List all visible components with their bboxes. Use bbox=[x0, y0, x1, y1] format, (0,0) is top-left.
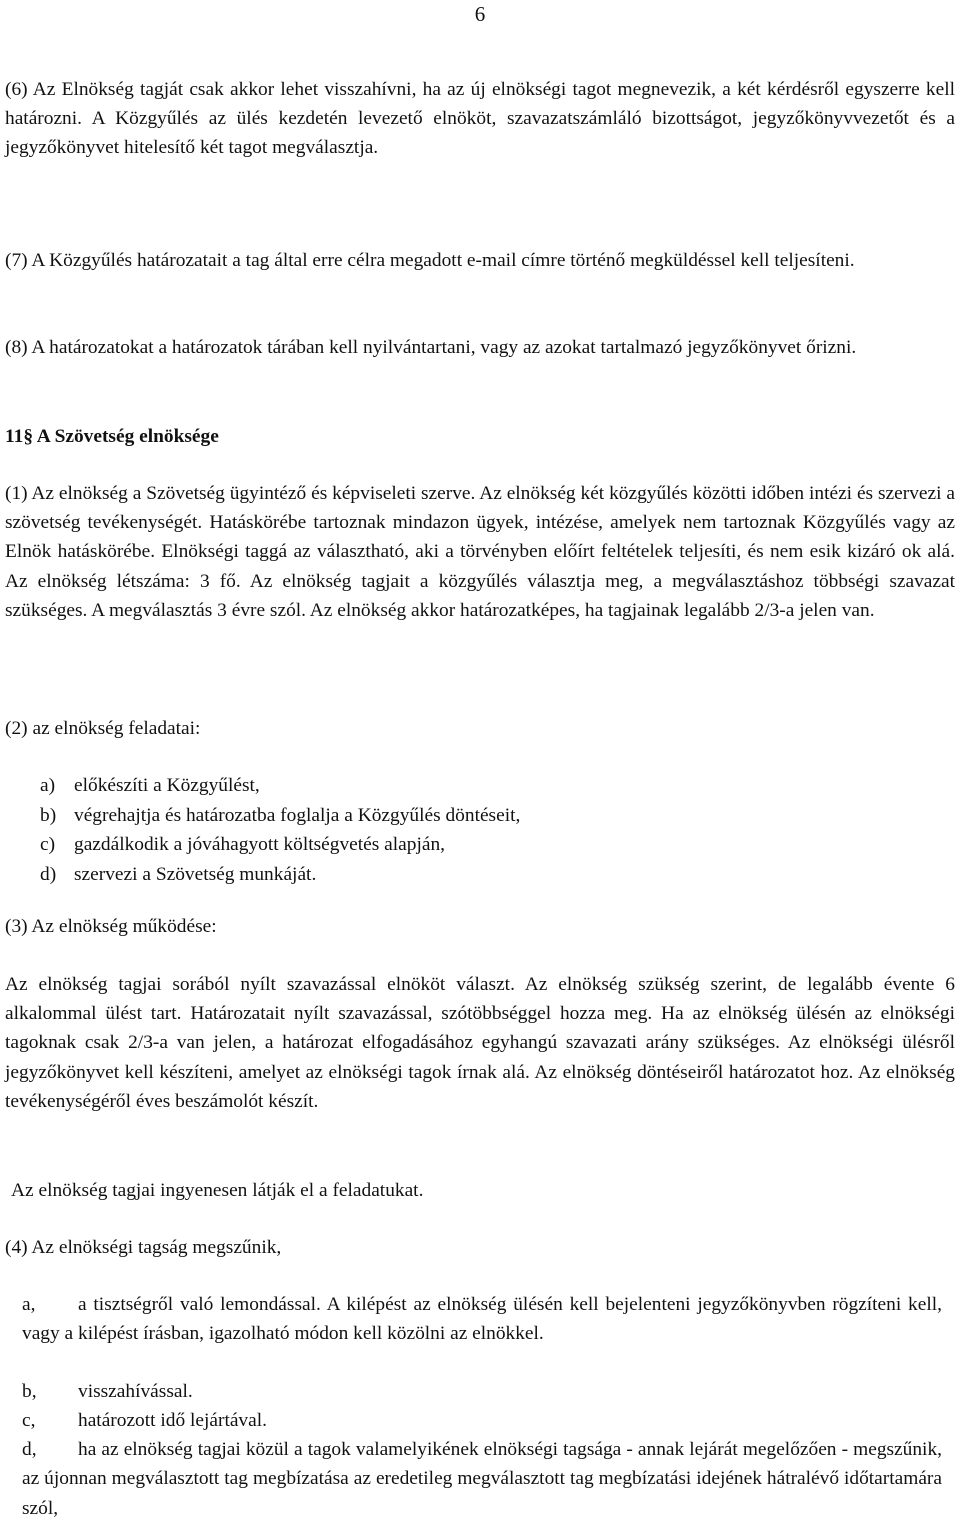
duties-list bbox=[40, 771, 520, 889]
free-service-paragraph: Az elnökség tagjai ingyenesen látják el a feladatukat. bbox=[11, 1180, 424, 1201]
termination-item-a: a, a tisztségről való lemondással. A kilépést az elnökség ülésén kell bejelenteni jegyzőkönyvben rögzíteni kell, vagy a kilépést írásban, igazolható módon kell közölni az elnökkel. bbox=[22, 1294, 942, 1345]
paragraph-7: (7) A Közgyűlés határozatait a tag által erre célra megadott e-mail címre történő megküldéssel kell teljesíteni. bbox=[5, 250, 855, 271]
operation-heading: (3) Az elnökség működése: bbox=[5, 916, 217, 937]
paragraph-8: (8) A határozatokat a határozatok tárában kell nyilvántartani, vagy az azokat tartalmazó jegyzőkönyvet őrizni. bbox=[5, 337, 857, 358]
duties-heading: (2) az elnökség feladatai: bbox=[5, 718, 201, 739]
termination-heading: (4) Az elnökségi tagság megszűnik, bbox=[5, 1237, 282, 1258]
termination-item-b: b, visszahívással. bbox=[22, 1381, 193, 1402]
termination-item-d: d, ha az elnökség tagjai közül a tagok valamelyikének elnökségi tagsága - annak lejárát megelőzően - megszűnik, az újonnan megválasztott tag megbízatása az eredetileg megválasztott tag megbízatási idejének hátralévő időtartamára szól, bbox=[22, 1439, 942, 1519]
paragraph-6: (6) Az Elnökség tagját csak akkor lehet visszahívni, ha az új elnökségi tagot megnevezik, a két kérdésről egyszerre kell határozni. A Közgyűlés az ülés kezdetén levezető elnököt, szavazatszámláló bizottságot, jegyzőkönyvvezetőt és a jegyzőkönyvet hitelesítő két tagot megválasztja. bbox=[5, 79, 955, 159]
list-item: d) szervezi a Szövetség munkáját. bbox=[40, 863, 317, 885]
section-paragraph-1: (1) Az elnökség a Szövetség ügyintéző és képviseleti szerve. Az elnökség két közgyűlés közötti időben intézi és szervezi a szövetség tevékenységét. Hatáskörébe tartoznak mindazon ügyek, intézése, amelyek nem tartoznak Közgyűlés vagy az Elnök hatáskörébe. Elnökségi taggá az választható, aki a törvényben előírt feltételek teljesíti, és nem esik kizáró ok alá. Az elnökség létszáma: 3 fő. Az elnökség tagjait a közgyűlés választja meg, a megválasztáshoz többségi szavazat szükséges. A megválasztás 3 évre szól. Az elnökség akkor határozatképes, ha tagjainak legalább 2/3-a jelen van. bbox=[5, 483, 955, 621]
list-item: c) gazdálkodik a jóváhagyott költségvetés alapján, bbox=[40, 834, 445, 855]
termination-item-c: c, határozott idő lejártával. bbox=[22, 1410, 267, 1431]
list-item: a) előkészíti a Közgyűlést, bbox=[40, 775, 260, 796]
page-number: 6 bbox=[474, 2, 486, 26]
list-item: b) végrehajtja és határozatba foglalja a Közgyűlés döntéseit, bbox=[40, 804, 521, 826]
section-heading: 11§ A Szövetség elnöksége bbox=[5, 426, 219, 447]
operation-paragraph: Az elnökség tagjai sorából nyílt szavazással elnököt választ. Az elnökség szükség szerint, de legalább évente 6 alkalommal ülést tart. Határozatait nyílt szavazással, szótöbbséggel hozza meg. Ha az elnökség ülésén az elnökségi tagoknak csak 2/3-a van jelen, a határozat elfogadásához egyhangú szavazati arány szükséges. Az elnökségi ülésről jegyzőkönyvet kell készíteni, amelyet az elnökségi tagok írnak alá. Az elnökség döntéseiről határozatot hoz. Az elnökség tevékenységéről éves beszámolót készít. bbox=[5, 974, 955, 1112]
